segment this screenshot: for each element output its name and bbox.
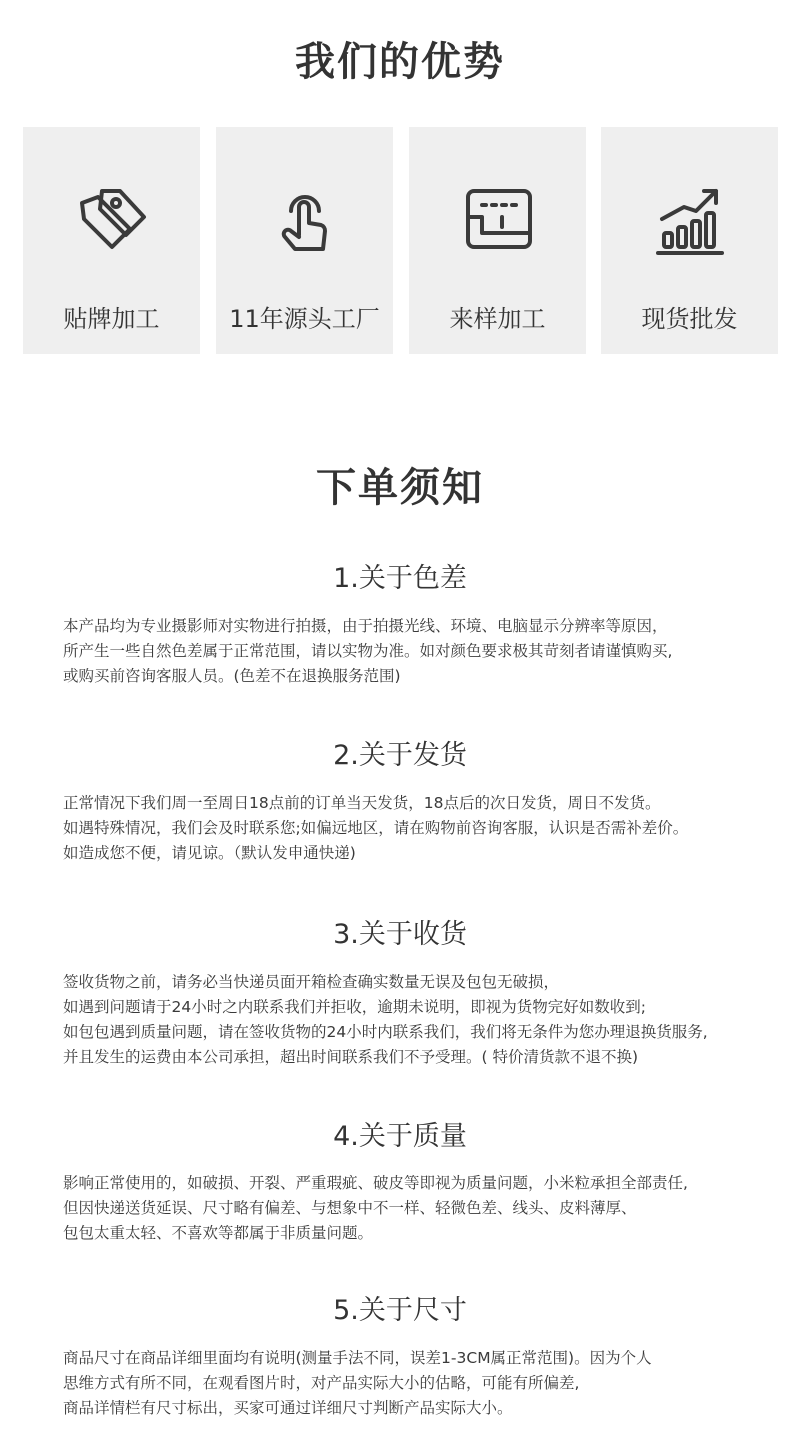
advantages-title: 我们的优势 [295, 39, 505, 85]
growth-chart-icon [654, 183, 726, 255]
notice-title: 下单须知 [316, 465, 484, 511]
body-line: 如包包遇到质量问题，请在签收货物的24小时内联系我们，我们将无条件为您办理退换货服务, [63, 1023, 708, 1041]
body-line: 本产品均为专业摄影师对实物进行拍摄，由于拍摄光线、环境、电脑显示分辨率等原因， [63, 617, 668, 635]
advantage-card-wholesale [601, 127, 778, 354]
section-heading: 5.关于尺寸 [333, 1295, 467, 1326]
body-line: 并且发生的运费由本公司承担，超出时间联系我们不予受理。( 特价清货款不退不换) [63, 1048, 639, 1066]
advantage-label: 贴牌加工 [63, 305, 160, 333]
section-body [63, 1171, 788, 1246]
body-line: 商品尺寸在商品详细里面均有说明(测量手法不同，误差1-3CM属正常范围)。因为个人 [63, 1349, 652, 1367]
price-tag-icon [76, 183, 148, 255]
body-line: 如造成您不便，请见谅。（默认发申通快递) [63, 844, 356, 862]
section-body [63, 791, 788, 866]
advantage-card-sample [409, 127, 586, 354]
advantage-label: 来样加工 [449, 305, 546, 333]
advantage-label: 现货批发 [641, 305, 738, 333]
body-line: 正常情况下我们周一至周日18点前的订单当天发货，18点后的次日发货，周日不发货。 [63, 794, 661, 812]
body-line: 影响正常使用的，如破损、开裂、严重瑕疵、破皮等即视为质量问题，小米粒承担全部责任, [63, 1174, 688, 1192]
section-heading: 1.关于色差 [333, 563, 467, 594]
section-heading: 2.关于发货 [333, 740, 467, 771]
body-line: 或购买前咨询客服人员。(色差不在退换服务范围) [63, 667, 401, 685]
advantage-label: 11年源头工厂 [229, 305, 380, 333]
section-heading: 4.关于质量 [333, 1121, 467, 1152]
advantage-card-factory [216, 127, 393, 354]
section-body [63, 970, 788, 1070]
sewing-machine-icon [462, 183, 534, 255]
section-body [63, 1346, 788, 1421]
section-heading: 3.关于收货 [333, 919, 467, 950]
section-body [63, 614, 788, 689]
body-line: 但因快递送货延误、尺寸略有偏差、与想象中不一样、轻微色差、线头、皮料薄厚、 [63, 1199, 637, 1217]
body-line: 商品详情栏有尺寸标出，买家可通过详细尺寸判断产品实际大小。 [63, 1399, 513, 1417]
advantage-card-oem [23, 127, 200, 354]
body-line: 如遇特殊情况，我们会及时联系您;如偏远地区，请在购物前咨询客服，认识是否需补差价。 [63, 819, 689, 837]
body-line: 签收货物之前，请务必当快递员面开箱检查确实数量无误及包包无破损， [63, 973, 560, 991]
touch-hand-icon [269, 183, 341, 255]
body-line: 包包太重太轻、不喜欢等都属于非质量问题。 [63, 1224, 374, 1242]
body-line: 如遇到问题请于24小时之内联系我们并拒收，逾期未说明，即视为货物完好如数收到; [63, 998, 646, 1016]
body-line: 所产生一些自然色差属于正常范围，请以实物为准。如对颜色要求极其苛刻者请谨慎购买, [63, 642, 673, 660]
body-line: 思维方式有所不同，在观看图片时，对产品实际大小的估略，可能有所偏差, [63, 1374, 580, 1392]
